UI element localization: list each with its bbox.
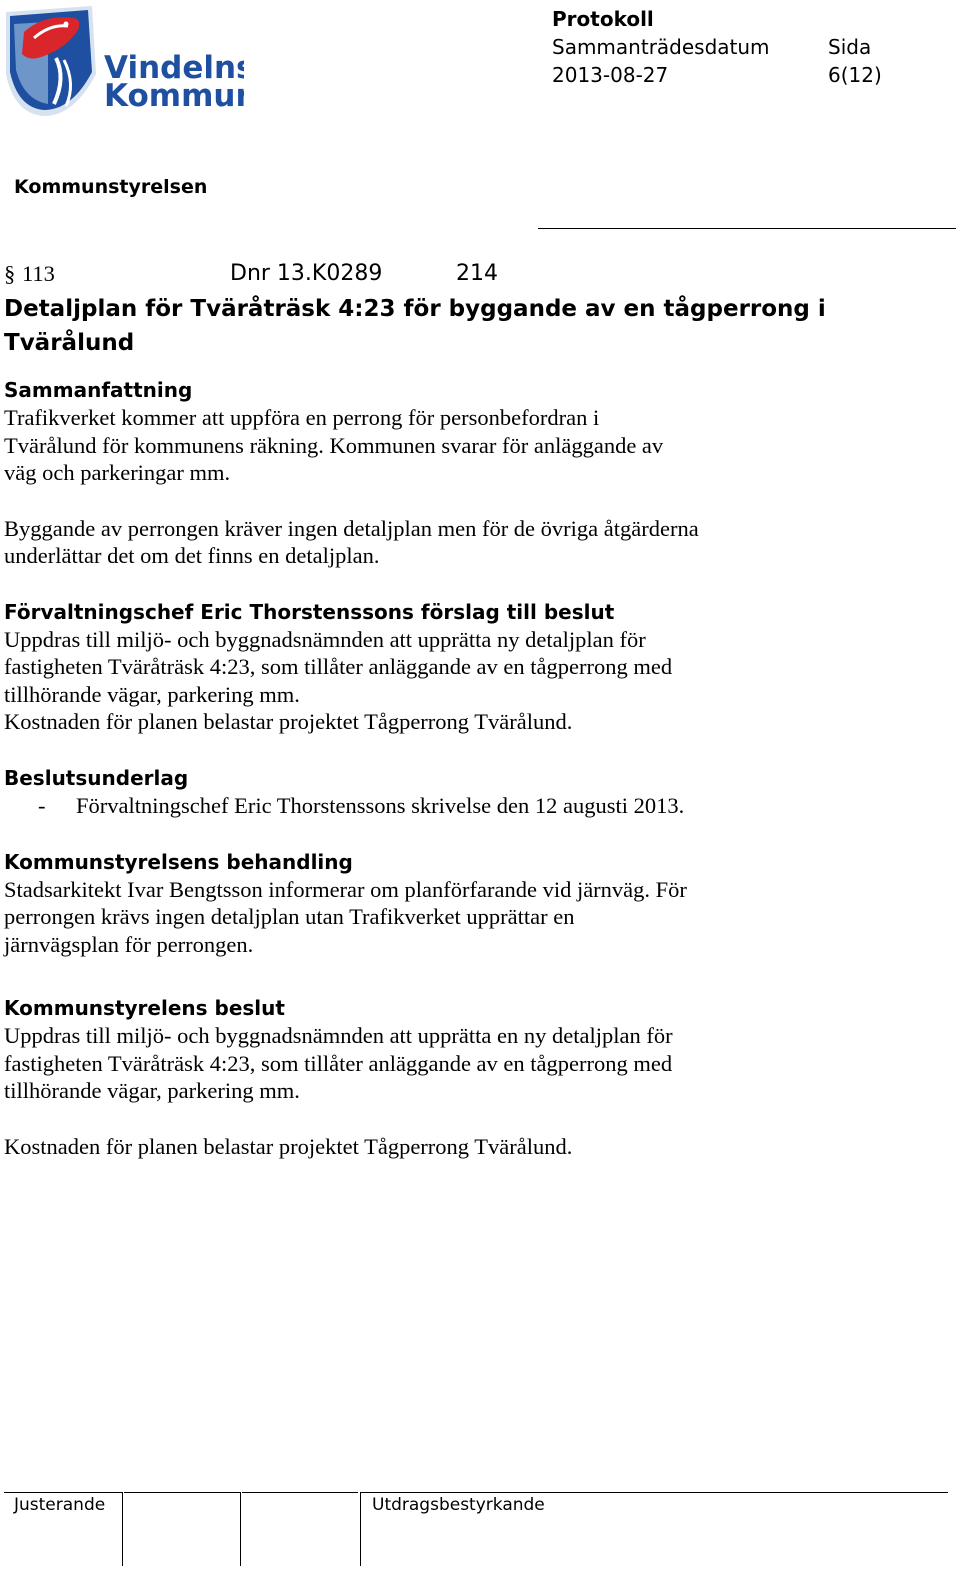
footer-line-2 — [124, 1492, 240, 1493]
footer-line-3 — [242, 1492, 358, 1493]
basis-item-text: Förvaltningschef Eric Thorstenssons skrivelse den 12 augusti 2013. — [76, 792, 685, 818]
section-title-line1: Detaljplan för Tväråträsk 4:23 för byggande av en tågperrong i — [4, 296, 826, 322]
proposal-text: Uppdras till miljö- och byggnadsnämnden att upprätta ny detaljplan för fastigheten Tväråträsk 4:23, som tillåter anläggande av en tågperrong med tillhörande vägar, parkering mm. Kostnaden för planen belastar projektet Tågperrong Tvärålund. — [4, 626, 673, 734]
summary-text: Trafikverket kommer att uppföra en perrong för personbefordran i Tvärålund för kommunens räkning. Kommunen svarar för anläggande av väg och parkeringar mm. — [4, 405, 664, 485]
footer-divider-3 — [360, 1492, 361, 1566]
decision-text: Uppdras till miljö- och byggnadsnämnden att upprätta en ny detaljplan för fastigheten Tväråträsk 4:23, som tillåter anläggande av en tågperrong med tillhörande vägar, parkering mm. — [4, 1023, 673, 1103]
justerande-label: Justerande — [14, 1495, 106, 1515]
basis-list-item — [4, 792, 944, 820]
footer-divider-1 — [122, 1492, 123, 1566]
page-label: Sida — [828, 35, 872, 59]
minutes-content — [4, 256, 944, 1160]
basis-heading: Beslutsunderlag — [4, 765, 189, 790]
section-dnr: Dnr 13.K0289 — [230, 261, 383, 286]
footer-line-4 — [360, 1492, 948, 1493]
doc-type: Protokoll — [552, 7, 654, 31]
handling-heading: Kommunstyrelsens behandling — [4, 849, 353, 874]
summary-heading: Sammanfattning — [4, 378, 193, 402]
paragraph-sign: § — [4, 261, 16, 286]
proposal-heading: Förvaltningschef Eric Thorstenssons förslag till beslut — [4, 599, 615, 624]
footer-divider-2 — [240, 1492, 241, 1566]
signature-footer — [0, 1492, 952, 1568]
handling-text: Stadsarkitekt Ivar Bengtsson informerar om planförfarande vid järnväg. För perrongen krävs ingen detaljplan utan Trafikverket upprättar en järnvägsplan för perrongen. — [4, 876, 687, 957]
logo-text-vindelns: Vindelns — [104, 50, 244, 86]
organization-name: Kommunstyrelsen — [14, 176, 208, 198]
section-reference — [4, 256, 944, 292]
basis-dash: - — [38, 792, 46, 818]
section-number: 113 — [22, 261, 55, 286]
footer-line-1 — [4, 1492, 122, 1493]
vindeln-kommun-logo — [4, 4, 244, 122]
date-label: Sammanträdesdatum — [552, 35, 770, 59]
section-dnr-suffix: 214 — [456, 261, 498, 286]
header-divider — [538, 228, 956, 229]
section-title-line2: Tvärålund — [4, 330, 135, 356]
date-value: 2013-08-27 — [552, 63, 669, 87]
page-value: 6(12) — [828, 63, 882, 87]
decision-heading: Kommunstyrelens beslut — [4, 996, 285, 1020]
logo-text-kommun: Kommun — [104, 78, 244, 114]
summary-text-2: Byggande av perrongen kräver ingen detaljplan men för de övriga åtgärderna underlättar det om det finns en detaljplan. — [4, 515, 699, 568]
logo-emblem-icon — [4, 4, 244, 122]
utdragsbestyrkande-label: Utdragsbestyrkande — [372, 1495, 545, 1515]
decision-text-2: Kostnaden för planen belastar projektet Tågperrong Tvärålund. — [4, 1133, 573, 1159]
